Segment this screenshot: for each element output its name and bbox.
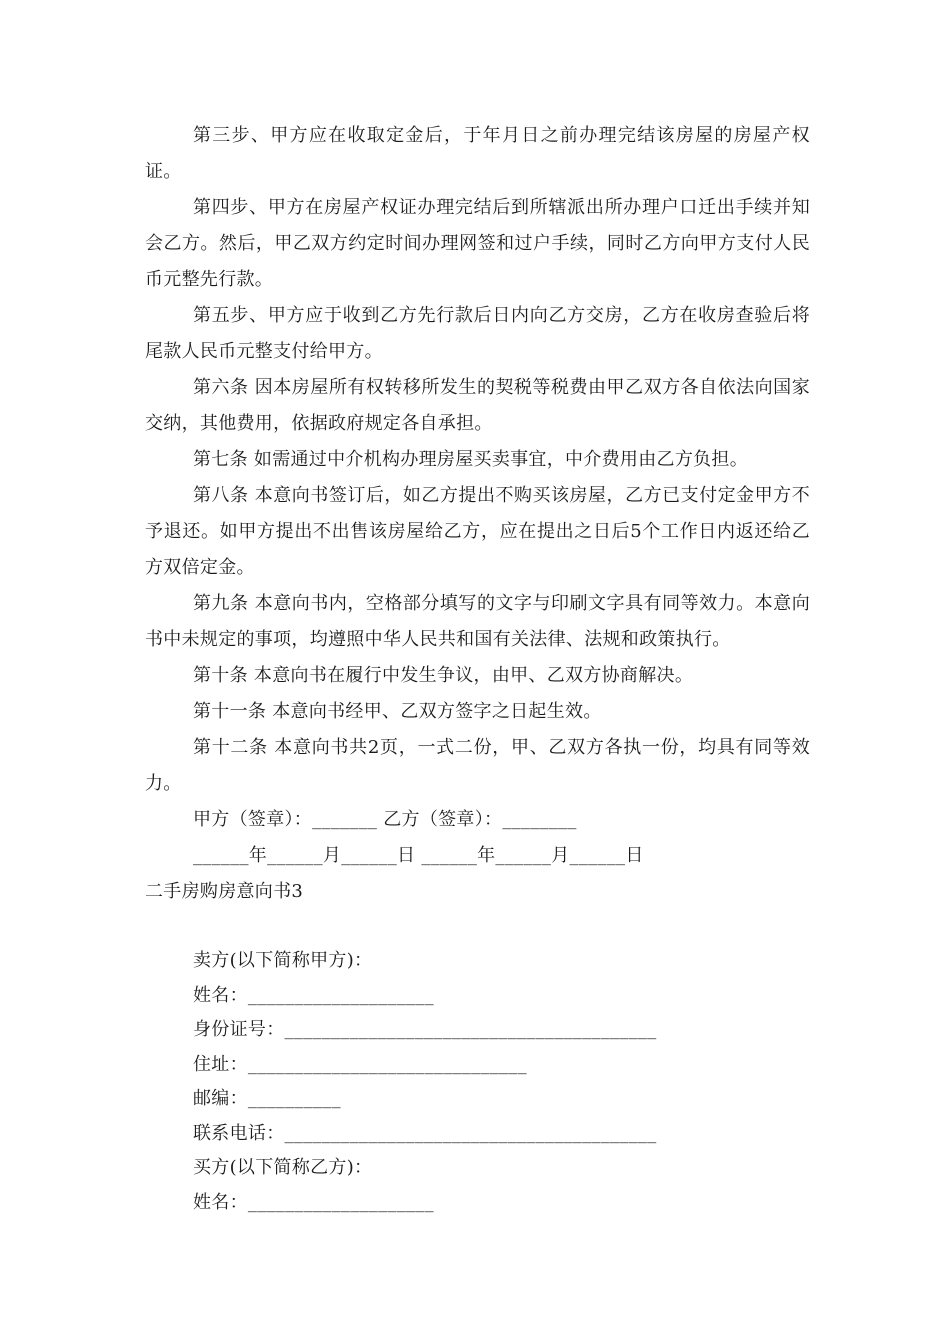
clause-article-12: 第十二条 本意向书共2页，一式二份，甲、乙双方各执一份，均具有同等效力。 [145,737,810,794]
seller-name-field: 姓名：____________________ [193,984,434,1006]
buyer-heading: 买方(以下简称乙方)： [193,1157,373,1178]
seller-heading: 卖方(以下简称甲方)： [193,950,373,971]
section-title: 二手房购房意向书3 [145,881,304,902]
seller-id-field: 身份证号：________________________________________ [193,1019,657,1040]
seller-postcode-field: 邮编：__________ [193,1088,341,1109]
clause-step-4: 第四步、甲方在房屋产权证办理完结后到所辖派出所办理户口迁出手续并知会乙方。然后，甲乙双方约定时间办理网签和过户手续，同时乙方向甲方支付人民币元整先行款。 [145,197,810,290]
seller-phone-field: 联系电话：________________________________________ [193,1122,657,1144]
clause-article-8: 第八条 本意向书签订后，如乙方提出不购买该房屋，乙方已支付定金甲方不予退还。如甲方提出不出售该房屋给乙方，应在提出之日后5个工作日内返还给乙方双倍定金。 [145,485,810,578]
seller-address-field: 住址：______________________________ [193,1053,527,1075]
signature-line: 甲方（签章）：_______ 乙方（签章）：________ [193,809,577,830]
party-info-form [145,944,810,1220]
buyer-name-field: 姓名：____________________ [193,1191,434,1213]
clause-article-6: 第六条 因本房屋所有权转移所发生的契税等税费由甲乙双方各自依法向国家交纳，其他费用，依据政府规定各自承担。 [145,377,810,434]
clause-article-11: 第十一条 本意向书经甲、乙双方签字之日起生效。 [193,701,602,722]
date-line: ______年______月______日 ______年______月______日 [193,845,644,866]
clause-step-3: 第三步、甲方应在收取定金后，于年月日之前办理完结该房屋的房屋产权证。 [145,125,810,182]
spacer [145,910,810,944]
clause-article-10: 第十条 本意向书在履行中发生争议，由甲、乙双方协商解决。 [193,665,694,686]
clause-step-5: 第五步、甲方应于收到乙方先行款后日内向乙方交房，乙方在收房查验后将尾款人民币元整支付给甲方。 [145,305,810,362]
clause-article-9: 第九条 本意向书内，空格部分填写的文字与印刷文字具有同等效力。本意向书中未规定的事项，均遵照中华人民共和国有关法律、法规和政策执行。 [145,593,810,650]
clause-article-7: 第七条 如需通过中介机构办理房屋买卖事宜，中介费用由乙方负担。 [193,449,749,470]
document-page [145,118,810,1220]
